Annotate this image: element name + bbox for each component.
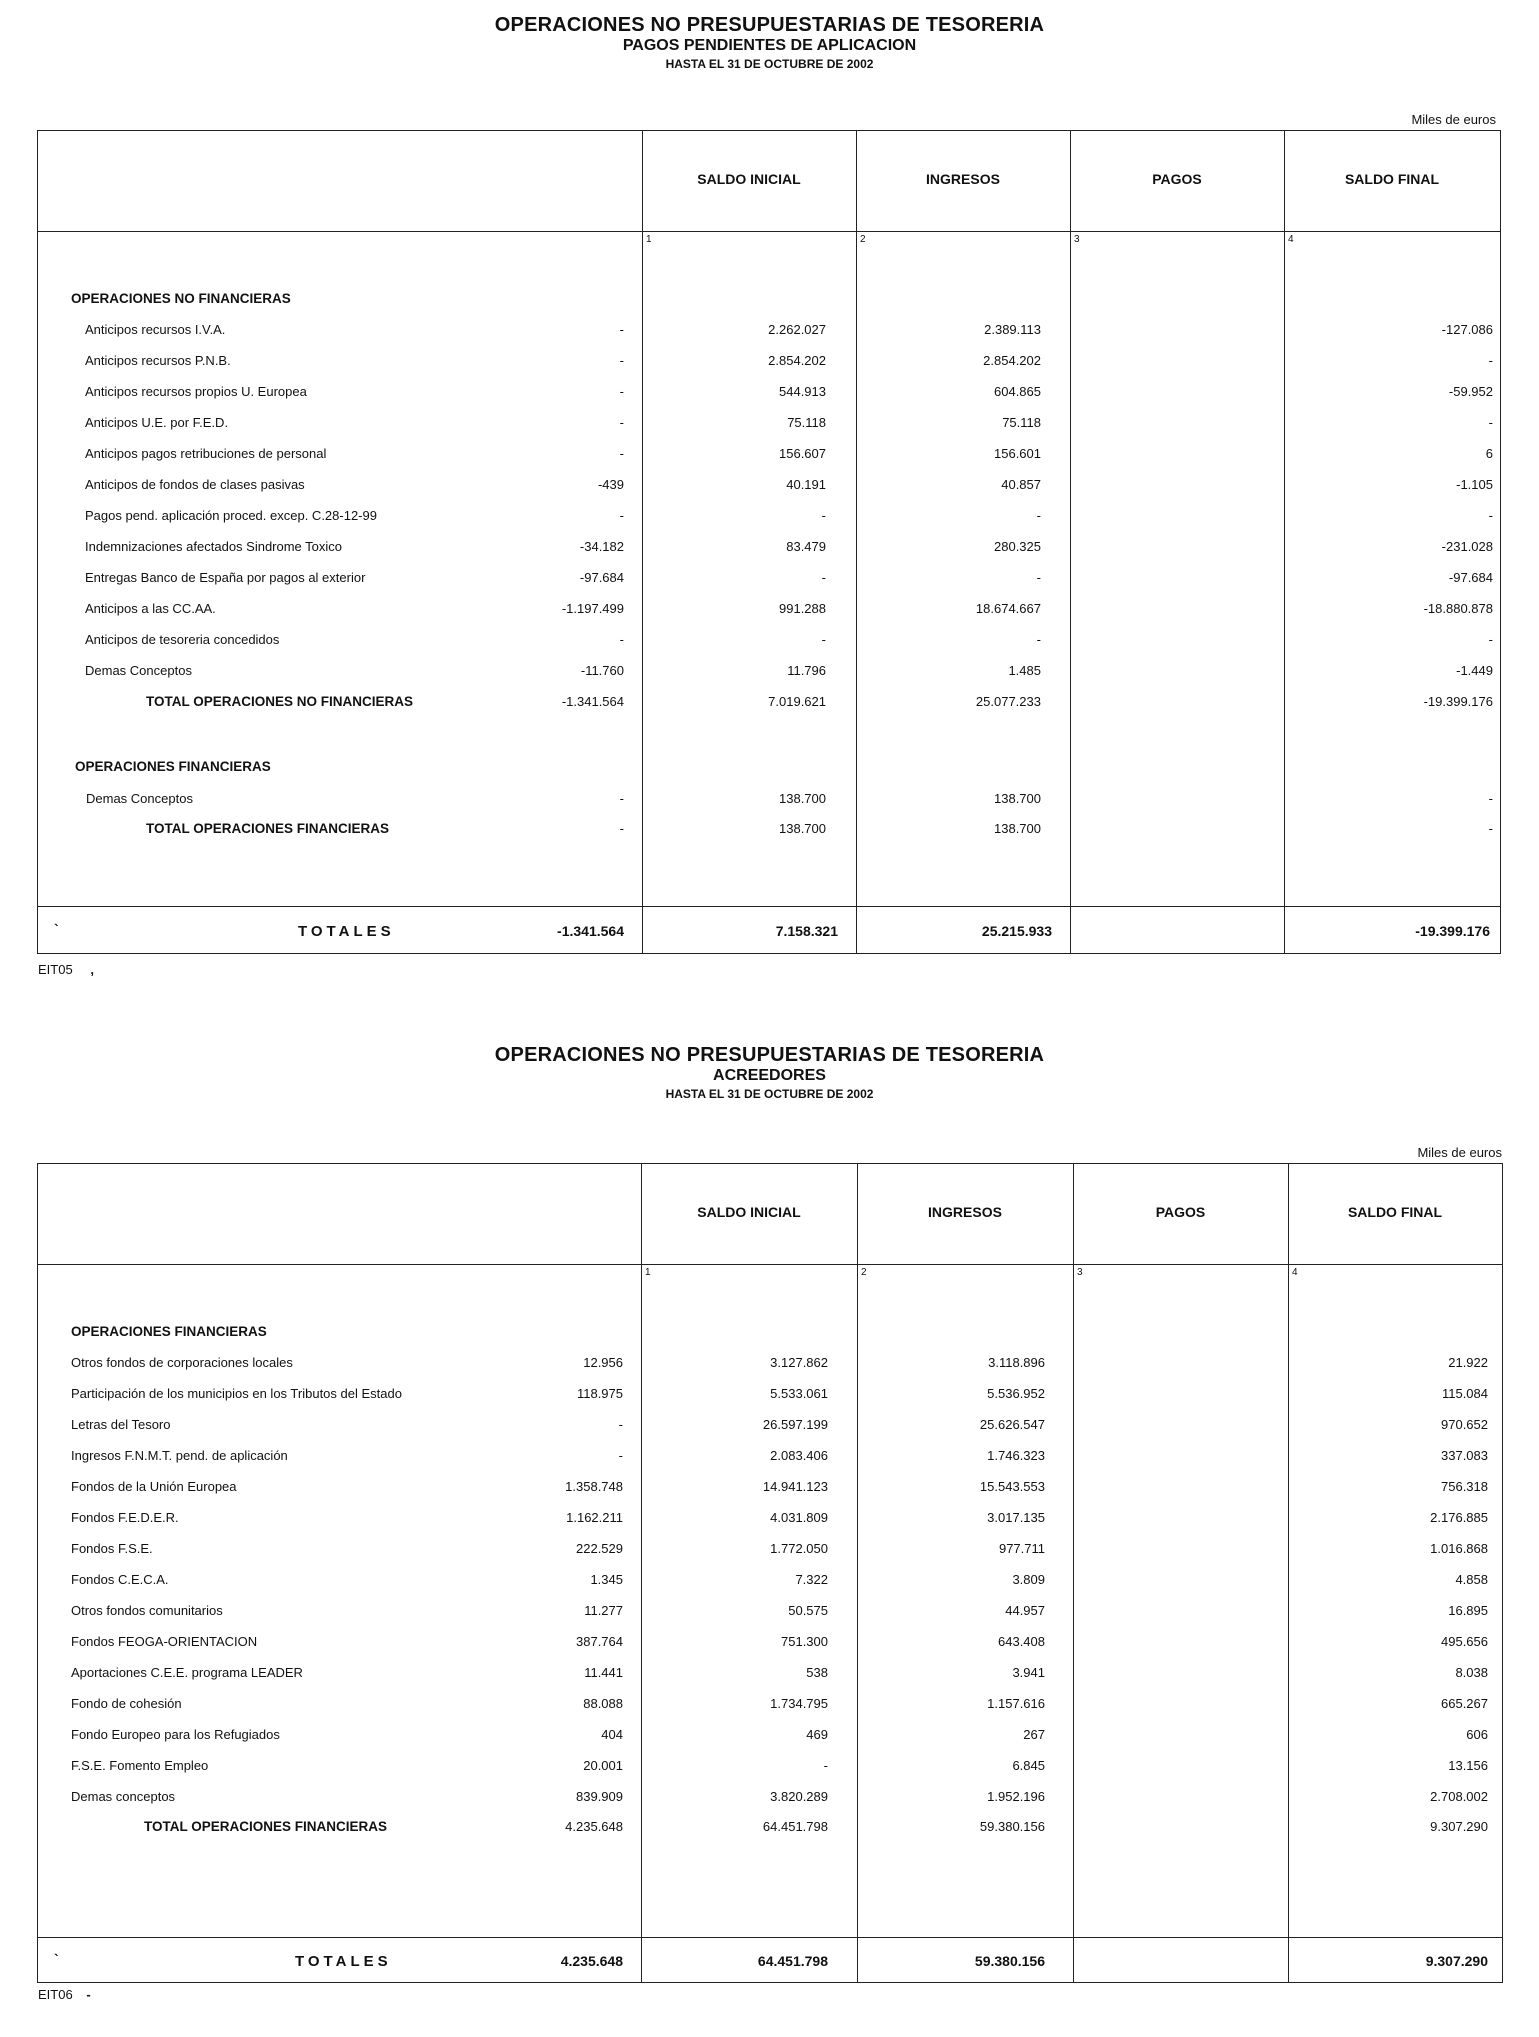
- cell-saldo-inicial: -11.760: [580, 663, 624, 678]
- cell-pagos: 3.941: [1012, 1665, 1045, 1680]
- row-label: Entregas Banco de España por pagos al exterior: [85, 570, 366, 585]
- cell-saldo-final: 1.016.868: [1430, 1541, 1488, 1556]
- table-row: [38, 384, 1500, 406]
- cell-saldo-inicial: -: [619, 632, 624, 647]
- table-row: [38, 446, 1500, 468]
- row-label: OPERACIONES FINANCIERAS: [71, 1324, 267, 1339]
- cell-saldo-final: 13.156: [1448, 1758, 1488, 1773]
- cell-saldo-inicial: 1.162.211: [566, 1510, 623, 1525]
- cell-pagos: 75.118: [1002, 415, 1041, 430]
- cell-saldo-final: 2.708.002: [1430, 1789, 1488, 1804]
- report-date: HASTA EL 31 DE OCTUBRE DE 2002: [665, 57, 874, 71]
- cell-saldo-inicial: 387.764: [576, 1634, 623, 1649]
- cell-saldo-inicial: -: [619, 415, 624, 430]
- cell-saldo-inicial: 1.345: [590, 1572, 623, 1587]
- cell-saldo-inicial: 404: [601, 1727, 623, 1742]
- table-row: [38, 477, 1500, 499]
- cell-saldo-inicial: -: [618, 1448, 623, 1463]
- cell-saldo-final: -: [1488, 821, 1493, 836]
- cell-saldo-inicial: 20.001: [583, 1758, 623, 1773]
- table-row: [38, 791, 1500, 813]
- cell-ingresos: 138.700: [779, 821, 826, 836]
- cell-saldo-inicial: 12.956: [583, 1355, 623, 1370]
- cell-ingresos: 11.796: [787, 663, 826, 678]
- report-title: OPERACIONES NO PRESUPUESTARIAS DE TESORERIA: [494, 14, 1045, 36]
- total-saldo-inicial: 4.235.648: [560, 1953, 623, 1969]
- cell-saldo-final: 4.858: [1455, 1572, 1488, 1587]
- report-date: HASTA EL 31 DE OCTUBRE DE 2002: [665, 1087, 874, 1101]
- cell-saldo-inicial: -1.197.499: [561, 601, 624, 616]
- cell-saldo-inicial: -: [619, 353, 624, 368]
- cell-pagos: -: [1036, 508, 1041, 523]
- column-header-ingresos: INGRESOS: [926, 171, 1000, 187]
- total-saldo-inicial: -1.341.564: [557, 923, 624, 939]
- cell-ingresos: 14.941.123: [762, 1479, 828, 1494]
- row-label: Indemnizaciones afectados Sindrome Toxico: [85, 539, 343, 554]
- tick-mark: `: [54, 1951, 59, 1967]
- row-label: Anticipos de tesoreria concedidos: [85, 632, 280, 647]
- cell-saldo-inicial: -97.684: [579, 570, 624, 585]
- cell-saldo-final: -: [1488, 353, 1493, 368]
- cell-ingresos: 3.820.289: [770, 1789, 828, 1804]
- report-code: [38, 1987, 91, 2002]
- cell-ingresos: -: [821, 570, 826, 585]
- row-label: Fondo de cohesión: [71, 1696, 182, 1711]
- row-label: Anticipos recursos P.N.B.: [85, 353, 231, 368]
- total-pagos: 25.215.933: [981, 923, 1052, 939]
- cell-ingresos: -: [821, 508, 826, 523]
- report-table: [37, 130, 1501, 954]
- cell-pagos: 267: [1023, 1727, 1045, 1742]
- cell-pagos: -: [1036, 632, 1041, 647]
- row-label: TOTAL OPERACIONES FINANCIERAS: [146, 821, 390, 836]
- table-row: [38, 508, 1500, 530]
- table-row: [38, 1758, 1502, 1780]
- row-label: Otros fondos comunitarios: [71, 1603, 223, 1618]
- row-label: TOTAL OPERACIONES NO FINANCIERAS: [146, 694, 414, 709]
- cell-saldo-final: 16.895: [1448, 1603, 1488, 1618]
- cell-saldo-inicial: -: [619, 322, 624, 337]
- section-row: [38, 759, 1500, 781]
- table-row: [38, 1510, 1502, 1532]
- cell-saldo-final: 21.922: [1448, 1355, 1488, 1370]
- column-number: 3: [1077, 1267, 1083, 1278]
- cell-pagos: 3.017.135: [987, 1510, 1045, 1525]
- column-header-pagos: PAGOS: [1152, 171, 1202, 187]
- cell-saldo-final: 606: [1466, 1727, 1488, 1742]
- table-row: [38, 570, 1500, 592]
- total-ingresos: 7.158.321: [775, 923, 838, 939]
- table-row: [38, 1541, 1502, 1563]
- cell-saldo-inicial: -1.341.564: [561, 694, 624, 709]
- column-header-saldo-inicial: SALDO INICIAL: [697, 1204, 801, 1220]
- subtotal-row: [38, 694, 1500, 716]
- row-label: OPERACIONES NO FINANCIERAS: [71, 291, 291, 306]
- cell-ingresos: 2.854.202: [768, 353, 826, 368]
- row-label: Anticipos de fondos de clases pasivas: [85, 477, 305, 492]
- report-acreedores: [0, 1030, 1539, 2030]
- column-number: 2: [861, 1267, 867, 1278]
- cell-pagos: 604.865: [994, 384, 1041, 399]
- column-header-saldo-final: SALDO FINAL: [1347, 1204, 1443, 1220]
- cell-saldo-inicial: -: [619, 821, 624, 836]
- cell-saldo-inicial: 11.277: [584, 1603, 623, 1618]
- column-number: 3: [1074, 234, 1080, 245]
- cell-ingresos: 138.700: [779, 791, 826, 806]
- report-code-text: EIT06: [38, 1987, 73, 2002]
- row-label: Anticipos U.E. por F.E.D.: [85, 415, 229, 430]
- cell-saldo-final: 8.038: [1455, 1665, 1488, 1680]
- cell-saldo-final: -1.449: [1456, 663, 1493, 678]
- cell-pagos: 1.485: [1008, 663, 1041, 678]
- row-label: Fondos F.E.D.E.R.: [71, 1510, 179, 1525]
- report-code-text: EIT05: [38, 962, 73, 977]
- cell-ingresos: 4.031.809: [770, 1510, 828, 1525]
- report-table: [37, 1163, 1503, 1983]
- table-row: [38, 632, 1500, 654]
- cell-saldo-final: -: [1488, 508, 1493, 523]
- column-header-pagos: PAGOS: [1155, 1204, 1206, 1220]
- cell-saldo-final: 6: [1485, 446, 1493, 461]
- table-row: [38, 1417, 1502, 1439]
- table-row: [38, 539, 1500, 561]
- report-subtitle: PAGOS PENDIENTES DE APLICACION: [622, 37, 917, 54]
- row-label: Otros fondos de corporaciones locales: [71, 1355, 293, 1370]
- cell-saldo-inicial: -: [619, 446, 624, 461]
- cell-saldo-final: -1.105: [1456, 477, 1493, 492]
- cell-pagos: 6.845: [1012, 1758, 1045, 1773]
- row-label: F.S.E. Fomento Empleo: [71, 1758, 209, 1773]
- cell-pagos: 3.809: [1012, 1572, 1045, 1587]
- table-row: [38, 322, 1500, 344]
- cell-ingresos: 5.533.061: [770, 1386, 828, 1401]
- cell-ingresos: 40.191: [786, 477, 826, 492]
- total-saldo-final: -19.399.176: [1415, 923, 1490, 939]
- cell-saldo-inicial: 88.088: [583, 1696, 623, 1711]
- column-number: 4: [1292, 1267, 1298, 1278]
- cell-saldo-inicial: -: [619, 384, 624, 399]
- cell-saldo-final: 495.656: [1441, 1634, 1488, 1649]
- cell-pagos: 643.408: [998, 1634, 1045, 1649]
- row-label: Anticipos pagos retribuciones de personal: [85, 446, 327, 461]
- cell-saldo-final: -: [1488, 632, 1493, 647]
- cell-pagos: 156.601: [994, 446, 1041, 461]
- cell-saldo-final: -231.028: [1441, 539, 1493, 554]
- cell-pagos: 59.380.156: [979, 1819, 1045, 1834]
- totals-label: TOTALES: [298, 923, 395, 940]
- cell-saldo-final: 9.307.290: [1430, 1819, 1488, 1834]
- row-label: Anticipos a las CC.AA.: [85, 601, 216, 616]
- row-label: Fondo Europeo para los Refugiados: [71, 1727, 280, 1742]
- column-number: 2: [860, 234, 866, 245]
- cell-saldo-inicial: -: [619, 791, 624, 806]
- table-row: [38, 1696, 1502, 1718]
- row-label: Aportaciones C.E.E. programa LEADER: [71, 1665, 303, 1680]
- row-label: Fondos FEOGA-ORIENTACION: [71, 1634, 258, 1649]
- report-pagos-pendientes: [0, 0, 1539, 1000]
- table-row: [38, 1448, 1502, 1470]
- cell-pagos: 15.543.553: [979, 1479, 1045, 1494]
- table-row: [38, 1572, 1502, 1594]
- column-header-saldo-inicial: SALDO INICIAL: [697, 171, 801, 187]
- table-row: [38, 1386, 1502, 1408]
- row-label: Ingresos F.N.M.T. pend. de aplicación: [71, 1448, 288, 1463]
- cell-ingresos: 64.451.798: [762, 1819, 828, 1834]
- cell-ingresos: 538: [806, 1665, 828, 1680]
- total-pagos: 59.380.156: [974, 1953, 1045, 1969]
- row-label: Pagos pend. aplicación proced. excep. C.28-12-99: [85, 508, 377, 523]
- cell-ingresos: 2.262.027: [768, 322, 826, 337]
- cell-saldo-inicial: -34.182: [579, 539, 624, 554]
- total-ingresos: 64.451.798: [757, 1953, 828, 1969]
- column-number: 1: [645, 1267, 651, 1278]
- cell-saldo-inicial: 839.909: [576, 1789, 623, 1804]
- table-row: [38, 1355, 1502, 1377]
- cell-ingresos: 156.607: [779, 446, 826, 461]
- cell-ingresos: 83.479: [786, 539, 826, 554]
- table-row: [38, 663, 1500, 685]
- cell-saldo-inicial: -: [618, 1417, 623, 1432]
- cell-saldo-final: -: [1488, 791, 1493, 806]
- cell-saldo-final: 970.652: [1441, 1417, 1488, 1432]
- cell-saldo-final: 2.176.885: [1430, 1510, 1488, 1525]
- total-saldo-final: 9.307.290: [1425, 1953, 1488, 1969]
- cell-pagos: 3.118.896: [988, 1355, 1045, 1370]
- cell-saldo-inicial: 1.358.748: [565, 1479, 623, 1494]
- row-label: Letras del Tesoro: [71, 1417, 171, 1432]
- table-row: [38, 1665, 1502, 1687]
- cell-saldo-final: -19.399.176: [1423, 694, 1493, 709]
- column-number: 1: [646, 234, 652, 245]
- cell-saldo-final: -: [1488, 415, 1493, 430]
- cell-pagos: 25.077.233: [975, 694, 1041, 709]
- cell-saldo-inicial: 118.975: [576, 1386, 623, 1401]
- cell-pagos: 977.711: [998, 1541, 1045, 1556]
- table-row: [38, 1479, 1502, 1501]
- table-row: [38, 1727, 1502, 1749]
- row-label: Demas Conceptos: [85, 663, 192, 678]
- cell-saldo-final: 115.084: [1441, 1386, 1488, 1401]
- row-label: Anticipos recursos I.V.A.: [85, 322, 226, 337]
- row-label: TOTAL OPERACIONES FINANCIERAS: [144, 1819, 388, 1834]
- row-label: Anticipos recursos propios U. Europea: [85, 384, 307, 399]
- cell-ingresos: 2.083.406: [770, 1448, 828, 1463]
- table-row: [38, 353, 1500, 375]
- cell-saldo-final: -127.086: [1441, 322, 1493, 337]
- cell-ingresos: 75.118: [787, 415, 826, 430]
- tick-mark: `: [54, 921, 59, 937]
- subtotal-row: [38, 1819, 1502, 1841]
- column-number: 4: [1288, 234, 1294, 245]
- cell-ingresos: 544.913: [779, 384, 826, 399]
- row-label: Demas Conceptos: [86, 791, 193, 806]
- cell-ingresos: 7.019.621: [768, 694, 826, 709]
- cell-pagos: 40.857: [1001, 477, 1041, 492]
- units-label: Miles de euros: [1411, 112, 1496, 127]
- cell-pagos: 18.674.667: [975, 601, 1041, 616]
- cell-pagos: 1.952.196: [987, 1789, 1045, 1804]
- section-row: [38, 291, 1500, 313]
- cell-ingresos: 7.322: [795, 1572, 828, 1587]
- report-subtitle: ACREEDORES: [713, 1067, 826, 1084]
- cell-saldo-inicial: -439: [597, 477, 624, 492]
- cell-ingresos: -: [823, 1758, 828, 1773]
- cell-saldo-inicial: -: [619, 508, 624, 523]
- row-label: Fondos de la Unión Europea: [71, 1479, 237, 1494]
- cell-ingresos: 469: [806, 1727, 828, 1742]
- cell-pagos: 5.536.952: [987, 1386, 1045, 1401]
- cell-saldo-final: 337.083: [1441, 1448, 1488, 1463]
- section-row: [38, 1324, 1502, 1346]
- cell-pagos: 25.626.547: [979, 1417, 1045, 1432]
- cell-saldo-inicial: 4.235.648: [565, 1819, 623, 1834]
- cell-ingresos: 50.575: [788, 1603, 828, 1618]
- cell-pagos: 1.746.323: [987, 1448, 1045, 1463]
- cell-ingresos: 751.300: [781, 1634, 828, 1649]
- row-label: OPERACIONES FINANCIERAS: [75, 759, 271, 774]
- cell-pagos: 1.157.616: [987, 1696, 1045, 1711]
- table-row: [38, 1789, 1502, 1811]
- row-label: Fondos C.E.C.A.: [71, 1572, 169, 1587]
- cell-saldo-final: 756.318: [1441, 1479, 1488, 1494]
- cell-pagos: 138.700: [994, 821, 1041, 836]
- report-code: [38, 962, 94, 977]
- column-header-saldo-final: SALDO FINAL: [1344, 171, 1440, 187]
- code-mark: ,: [90, 962, 94, 977]
- row-label: Demas conceptos: [71, 1789, 176, 1804]
- cell-pagos: -: [1036, 570, 1041, 585]
- cell-ingresos: 26.597.199: [762, 1417, 828, 1432]
- column-header-ingresos: INGRESOS: [928, 1204, 1002, 1220]
- cell-saldo-inicial: 222.529: [576, 1541, 623, 1556]
- cell-ingresos: 991.288: [779, 601, 826, 616]
- cell-pagos: 2.389.113: [984, 322, 1041, 337]
- units-label: Miles de euros: [1417, 1145, 1502, 1160]
- cell-pagos: 2.854.202: [983, 353, 1041, 368]
- table-row: [38, 1634, 1502, 1656]
- row-label: Fondos F.S.E.: [71, 1541, 153, 1556]
- cell-saldo-final: -59.952: [1448, 384, 1493, 399]
- subtotal-row: [38, 821, 1500, 843]
- cell-ingresos: 1.772.050: [770, 1541, 828, 1556]
- cell-pagos: 138.700: [994, 791, 1041, 806]
- cell-saldo-final: -18.880.878: [1423, 601, 1493, 616]
- cell-saldo-inicial: 11.441: [584, 1665, 623, 1680]
- cell-pagos: 44.957: [1005, 1603, 1045, 1618]
- code-mark: -: [86, 1987, 91, 2002]
- row-label: Participación de los municipios en los Tributos del Estado: [71, 1386, 402, 1401]
- table-row: [38, 415, 1500, 437]
- report-title: OPERACIONES NO PRESUPUESTARIAS DE TESORERIA: [494, 1044, 1045, 1066]
- cell-ingresos: 1.734.795: [770, 1696, 828, 1711]
- cell-pagos: 280.325: [994, 539, 1041, 554]
- cell-saldo-final: -97.684: [1448, 570, 1493, 585]
- table-row: [38, 1603, 1502, 1625]
- cell-saldo-final: 665.267: [1441, 1696, 1488, 1711]
- table-row: [38, 601, 1500, 623]
- cell-ingresos: -: [821, 632, 826, 647]
- cell-ingresos: 3.127.862: [770, 1355, 828, 1370]
- totals-label: TOTALES: [295, 1953, 392, 1970]
